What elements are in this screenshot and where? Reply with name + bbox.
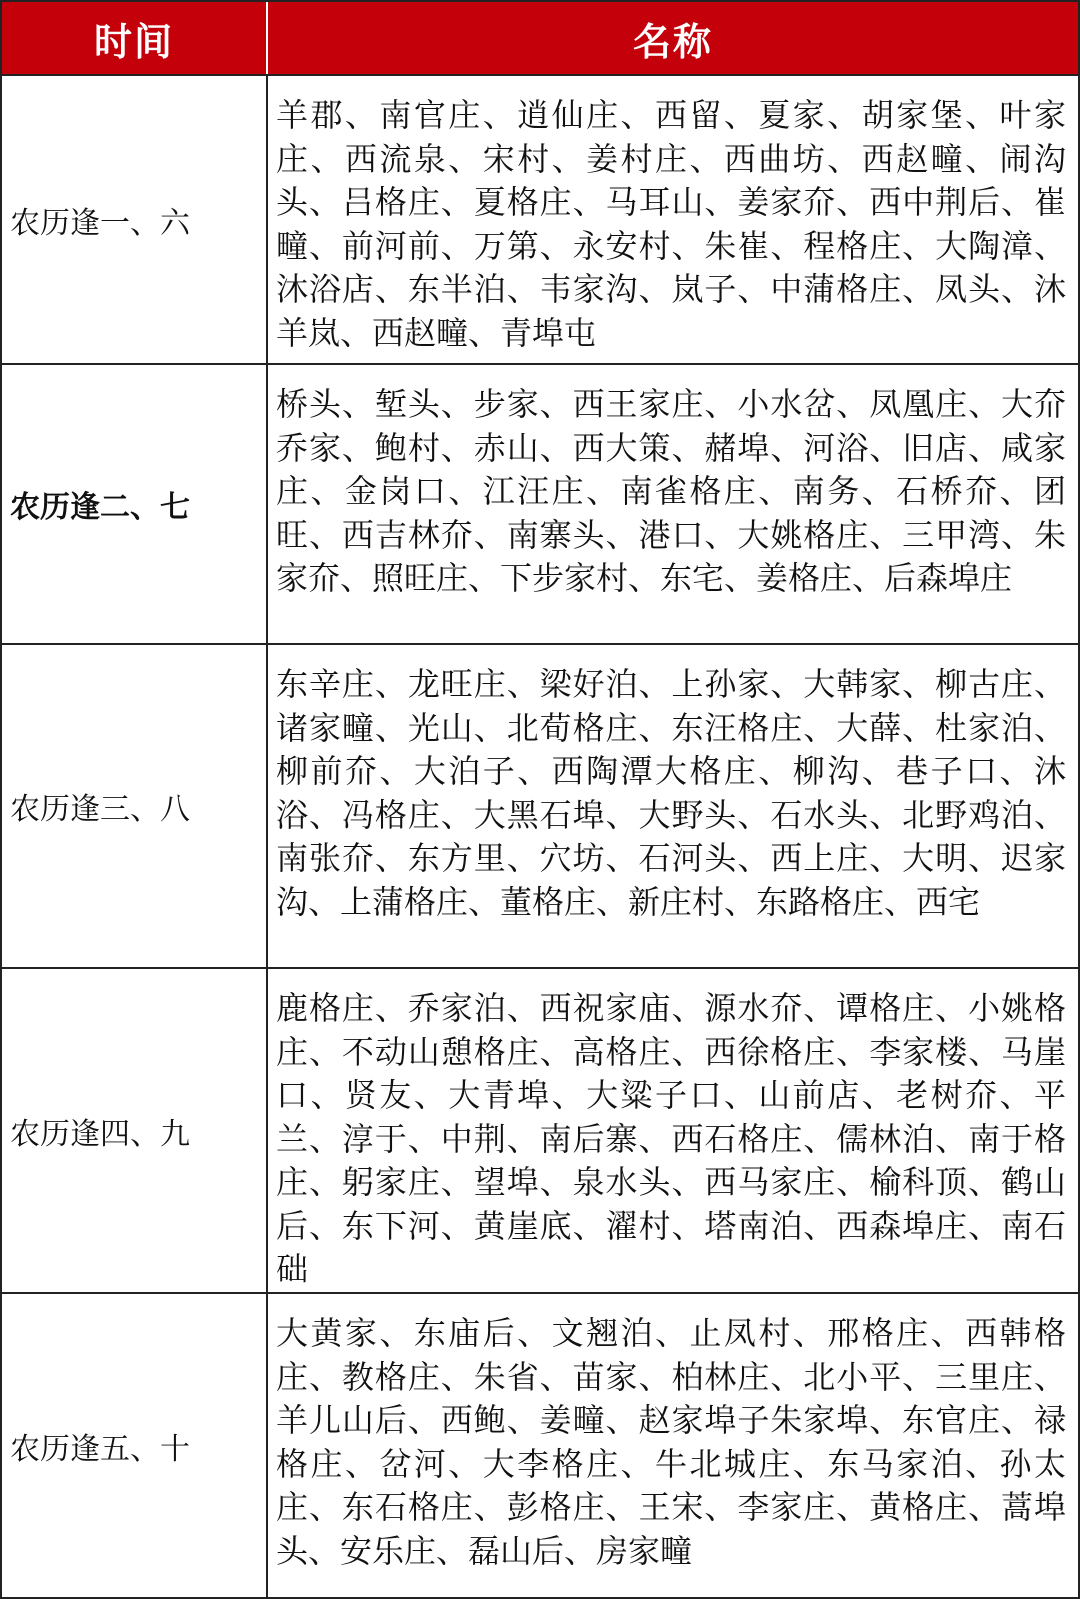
row-time-cell: 农历逢五、十 <box>2 1294 268 1597</box>
header-name: 名称 <box>632 19 713 64</box>
table-row <box>2 969 1078 1294</box>
table-row <box>2 365 1078 645</box>
row-names-cell: 桥头、堑头、步家、西王家庄、小水岔、凤凰庄、大夼乔家、鲍村、赤山、西大策、赭埠、河浴、旧店、咸家庄、金岗口、江汪庄、南雀格庄、南务、石桥夼、团旺、西吉林夼、南寨头、港口、大姚格庄、三甲湾、朱家夼、照旺庄、下步家村、东宅、姜格庄、后森埠庄 <box>276 385 1066 597</box>
row-names-cell: 大黄家、东庙后、文翘泊、止凤村、邢格庄、西韩格庄、教格庄、朱省、苗家、柏林庄、北小平、三里庄、羊儿山后、西鲍、姜疃、赵家埠子朱家埠、东官庄、禄格庄、岔河、大李格庄、牛北城庄、东马家泊、孙太庄、东石格庄、彭格庄、王宋、李家庄、黄格庄、蒿埠头、安乐庄、磊山后、房家疃 <box>276 1314 1066 1570</box>
table-row <box>2 645 1078 969</box>
table-row <box>2 1294 1078 1597</box>
row-names-cell: 羊郡、南官庄、逍仙庄、西留、夏家、胡家堡、叶家庄、西流泉、宋村、姜村庄、西曲坊、西赵疃、闹沟头、吕格庄、夏格庄、马耳山、姜家夼、西中荆后、崔疃、前河前、万第、永安村、朱崔、程格庄、大陶漳、沐浴店、东半泊、韦家沟、岚子、中蒲格庄、凤头、沐羊岚、西赵疃、青埠屯 <box>276 96 1066 352</box>
header-time: 时间 <box>2 2 268 74</box>
row-time-cell: 农历逢一、六 <box>2 76 268 363</box>
table-row <box>2 76 1078 365</box>
row-time-cell: 农历逢三、八 <box>2 645 268 967</box>
row-names-cell: 东辛庄、龙旺庄、梁好泊、上孙家、大韩家、柳古庄、诸家疃、光山、北荀格庄、东汪格庄、大薛、杜家泊、柳前夼、大泊子、西陶潭大格庄、柳沟、巷子口、沐浴、冯格庄、大黑石埠、大野头、石水头、北野鸡泊、南张夼、东方里、穴坊、石河头、西上庄、大明、迟家沟、上蒲格庄、董格庄、新庄村、东路格庄、西宅 <box>276 665 1066 921</box>
row-time-cell: 农历逢二、七 <box>2 365 268 643</box>
row-time-cell: 农历逢四、九 <box>2 969 268 1292</box>
table-header-row <box>2 2 1078 76</box>
row-names-cell: 鹿格庄、乔家泊、西祝家庙、源水夼、谭格庄、小姚格庄、不动山憩格庄、高格庄、西徐格庄、李家楼、马崖口、贤友、大青埠、大粱子口、山前店、老树夼、平兰、淳于、中荆、南后寨、西石格庄、儒林泊、南于格庄、躬家庄、望埠、泉水头、西马家庄、榆科顶、鹤山后、东下河、黄崖底、濯村、塔南泊、西森埠庄、南石础 <box>276 989 1066 1288</box>
